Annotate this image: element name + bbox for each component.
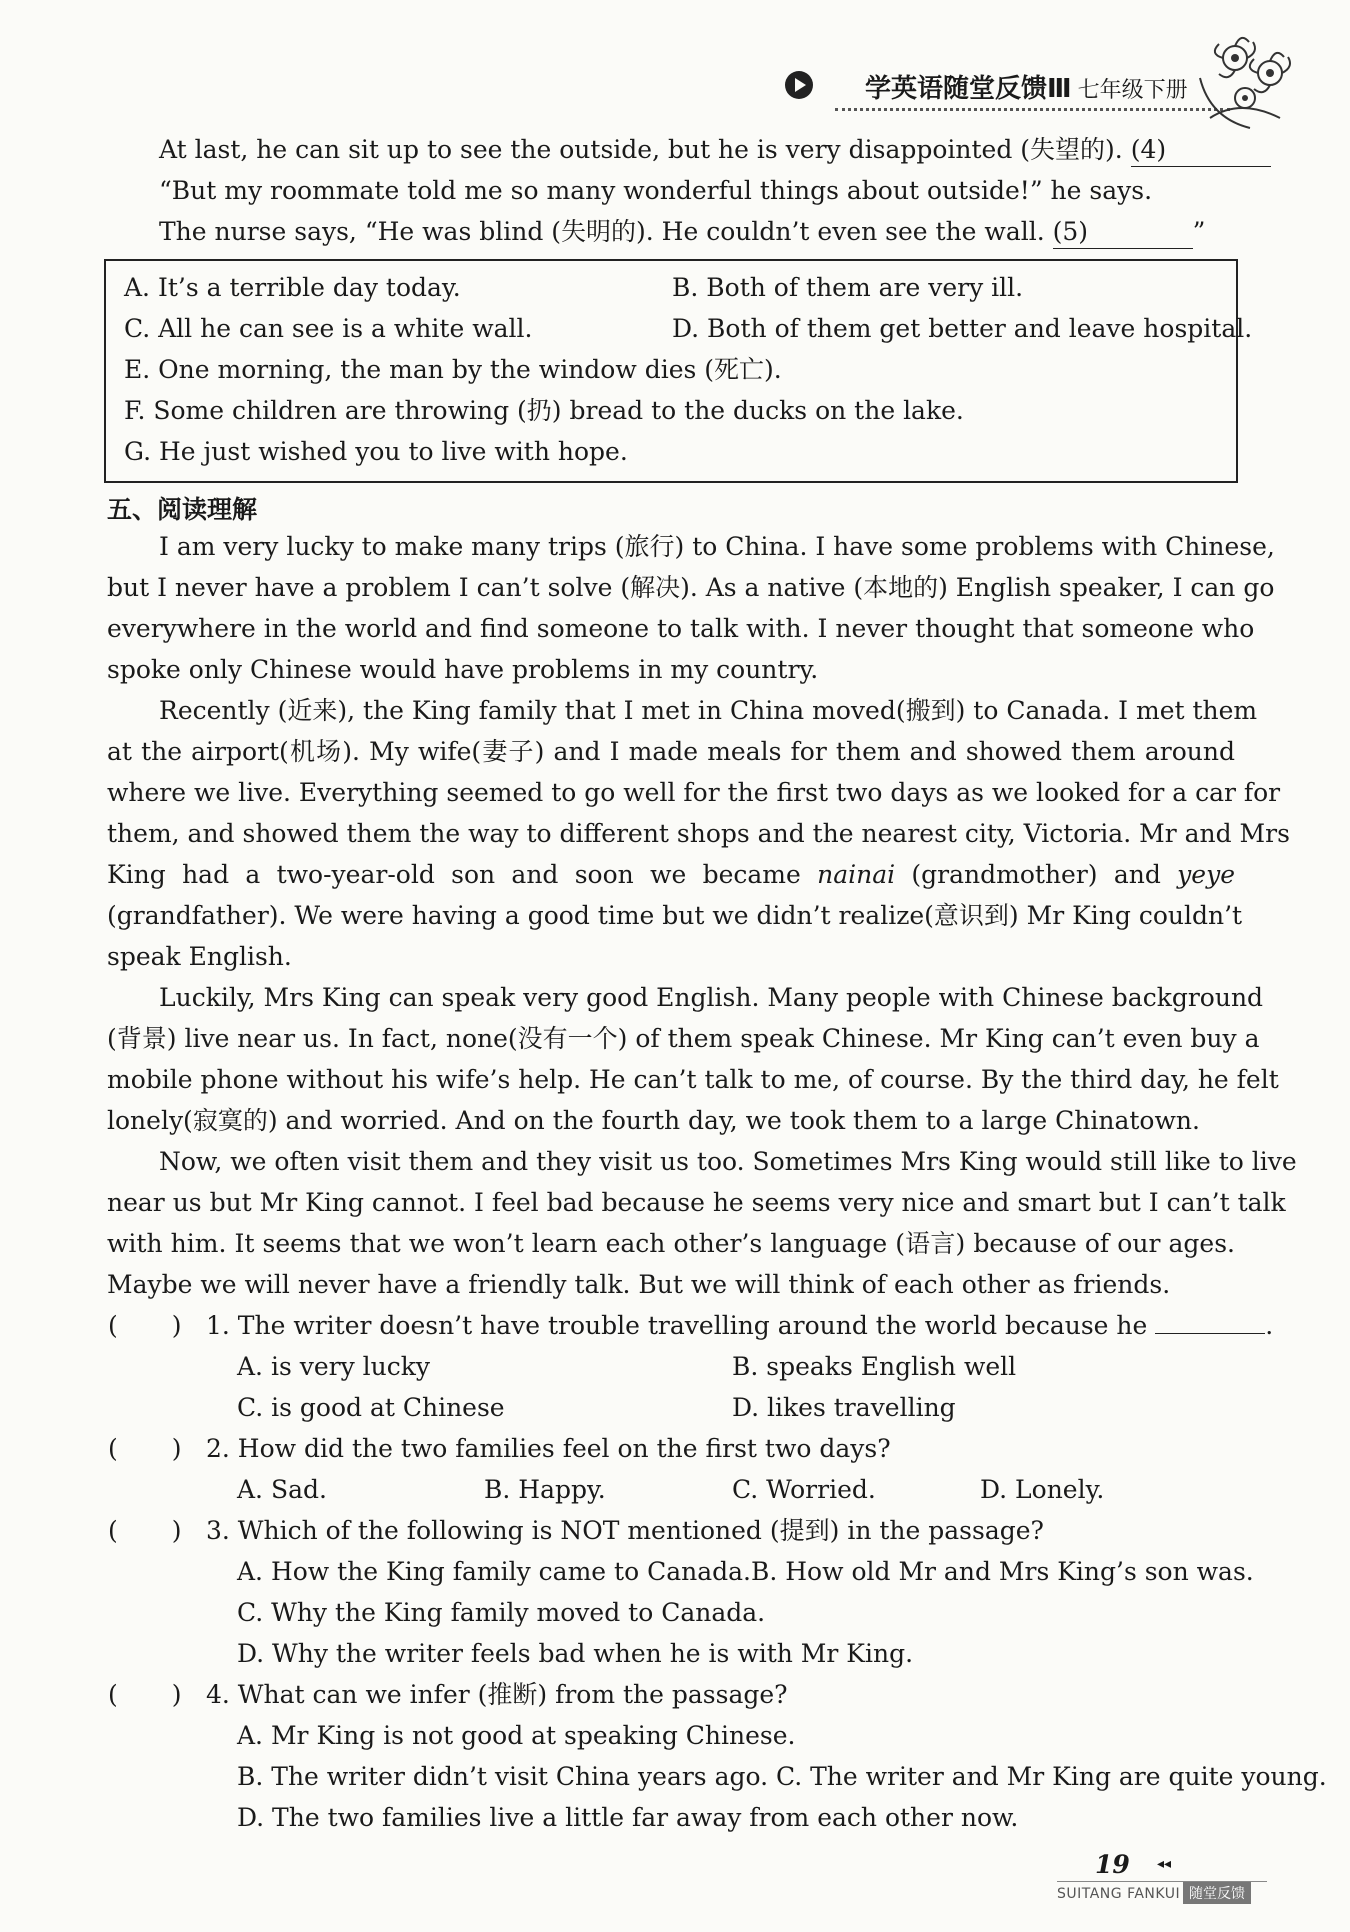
passage-line: lonely(寂寞的) and worried. And on the fourth day, we took them to a large Chinatown.: [107, 1106, 1200, 1135]
q1-option-c: C. is good at Chinese: [237, 1393, 505, 1422]
passage-line: (背景) live near us. In fact, none(没有一个) of them speak Chinese. Mr King can’t even buy a: [107, 1024, 1260, 1053]
paren-open: (: [108, 1516, 118, 1545]
paren-close: ): [171, 1516, 182, 1545]
dialogue-text: The nurse says, “He was blind (失明的). He couldn’t even see the wall.: [159, 217, 1045, 246]
passage-line: (grandfather). We were having a good time but we didn’t realize(意识到) Mr King couldn’t: [107, 901, 1243, 930]
q2-option-a: A. Sad.: [237, 1475, 327, 1504]
question-text: 1. The writer doesn’t have trouble travelling around the world because he: [206, 1311, 1148, 1340]
passage-line: at the airport(机场). My wife(妻子) and I made meals for them and showed them around: [107, 737, 1235, 766]
pinyin-word: nainai: [817, 860, 896, 889]
passage-line: speak English.: [107, 942, 292, 971]
footer-brand: SUITANG FANKUI: [1057, 1886, 1181, 1902]
option-c: C. All he can see is a white wall.: [124, 314, 533, 343]
q2-option-b: B. Happy.: [484, 1475, 606, 1504]
passage-line: mobile phone without his wife’s help. He can’t talk to me, of course. By the third day, he felt: [107, 1065, 1279, 1094]
passage-line: I am very lucky to make many trips (旅行) to China. I have some problems with Chinese,: [159, 532, 1275, 561]
question-1: [206, 1310, 1273, 1342]
passage-line: Recently (近来), the King family that I met in China moved(搬到) to Canada. I met them: [159, 696, 1258, 725]
book-title: 学英语随堂反馈Ⅲ: [865, 74, 1072, 104]
arrow-left-icon: ◂◂: [1157, 1856, 1172, 1872]
passage-line: Luckily, Mrs King can speak very good English. Many people with Chinese background: [159, 983, 1264, 1012]
passage-line: Maybe we will never have a friendly talk. But we will think of each other as friends.: [107, 1270, 1171, 1299]
question-4: 4. What can we infer (推断) from the passage?: [206, 1680, 788, 1709]
passage-line: but I never have a problem I can’t solve (解决). As a native (本地的) English speaker, I can go: [107, 573, 1275, 602]
header-title: [865, 68, 1188, 105]
pinyin-word: yeye: [1177, 860, 1236, 889]
passage-text: King had a two-year-old son and soon we became: [107, 860, 801, 889]
option-d: D. Both of them get better and leave hospital.: [672, 314, 1253, 343]
passage-line: everywhere in the world and find someone to talk with. I never thought that someone who: [107, 614, 1255, 643]
closing-quote: ”: [1192, 217, 1206, 246]
option-a: A. It’s a terrible day today.: [124, 273, 461, 302]
passage-line: them, and showed them the way to different shops and the nearest city, Victoria. Mr and Mrs: [107, 819, 1290, 848]
play-icon: [785, 71, 813, 99]
q4-option-a: A. Mr King is not good at speaking Chinese.: [237, 1721, 796, 1750]
blank-number: (4): [1130, 135, 1167, 164]
passage-line: [107, 859, 1235, 891]
dialogue-line-1: [159, 134, 1271, 167]
section-heading: 五、阅读理解: [107, 495, 258, 524]
dialogue-line-3: [159, 216, 1205, 249]
answer-paren-q2[interactable]: [108, 1433, 182, 1465]
passage-line: near us but Mr King cannot. I feel bad because he seems very nice and smart but I can’t talk: [107, 1188, 1286, 1217]
option-b: B. Both of them are very ill.: [672, 273, 1024, 302]
q2-option-c: C. Worried.: [732, 1475, 876, 1504]
blank-number: (5): [1052, 217, 1089, 246]
question-2: 2. How did the two families feel on the first two days?: [206, 1434, 891, 1463]
passage-line: Now, we often visit them and they visit us too. Sometimes Mrs King would still like to live: [159, 1147, 1297, 1176]
paren-open: (: [108, 1434, 118, 1463]
page-number: 19: [1095, 1850, 1130, 1879]
passage-text: (grandmother) and: [911, 860, 1161, 889]
answer-paren-q3[interactable]: [108, 1515, 182, 1547]
dialogue-line-2: “But my roommate told me so many wonderful things about outside!” he says.: [159, 176, 1153, 205]
q4-options-b-c: B. The writer didn’t visit China years ago. C. The writer and Mr King are quite young.: [237, 1762, 1327, 1791]
passage-line: where we live. Everything seemed to go well for the first two days as we looked for a car for: [107, 778, 1281, 807]
option-e: E. One morning, the man by the window dies (死亡).: [124, 355, 782, 384]
answer-blank-4[interactable]: [1131, 134, 1271, 167]
q1-option-d: D. likes travelling: [732, 1393, 956, 1422]
q1-option-a: A. is very lucky: [237, 1352, 431, 1381]
option-f: F. Some children are throwing (扔) bread to the ducks on the lake.: [124, 396, 964, 425]
q2-option-d: D. Lonely.: [980, 1475, 1105, 1504]
q3-option-c: C. Why the King family moved to Canada.: [237, 1598, 766, 1627]
dialogue-text: At last, he can sit up to see the outside, but he is very disappointed (失望的).: [159, 135, 1123, 164]
q3-option-d: D. Why the writer feels bad when he is with Mr King.: [237, 1639, 914, 1668]
flower-icon: [1190, 18, 1310, 138]
q1-option-b: B. speaks English well: [732, 1352, 1017, 1381]
grade-label: 七年级下册: [1077, 78, 1188, 103]
header-divider: [835, 108, 1230, 111]
question-3: 3. Which of the following is NOT mentioned (提到) in the passage?: [206, 1516, 1044, 1545]
paren-close: ): [171, 1434, 182, 1463]
paren-close: ): [171, 1311, 182, 1340]
paren-close: ): [171, 1680, 182, 1709]
answer-blank-q1[interactable]: [1155, 1333, 1265, 1334]
passage-line: with him. It seems that we won’t learn each other’s language (语言) because of our ages.: [107, 1229, 1235, 1258]
footer-tag: 随堂反馈: [1183, 1882, 1251, 1904]
paren-open: (: [108, 1680, 118, 1709]
option-g: G. He just wished you to live with hope.: [124, 437, 628, 466]
question-end: .: [1265, 1311, 1274, 1340]
passage-line: spoke only Chinese would have problems in my country.: [107, 655, 819, 684]
paren-open: (: [108, 1311, 118, 1340]
q4-option-d: D. The two families live a little far away from each other now.: [237, 1803, 1019, 1832]
q3-options-a-b: A. How the King family came to Canada.B. How old Mr and Mrs King’s son was.: [237, 1557, 1254, 1586]
answer-paren-q1[interactable]: [108, 1310, 182, 1342]
answer-paren-q4[interactable]: [108, 1679, 182, 1711]
answer-blank-5[interactable]: [1053, 216, 1193, 249]
